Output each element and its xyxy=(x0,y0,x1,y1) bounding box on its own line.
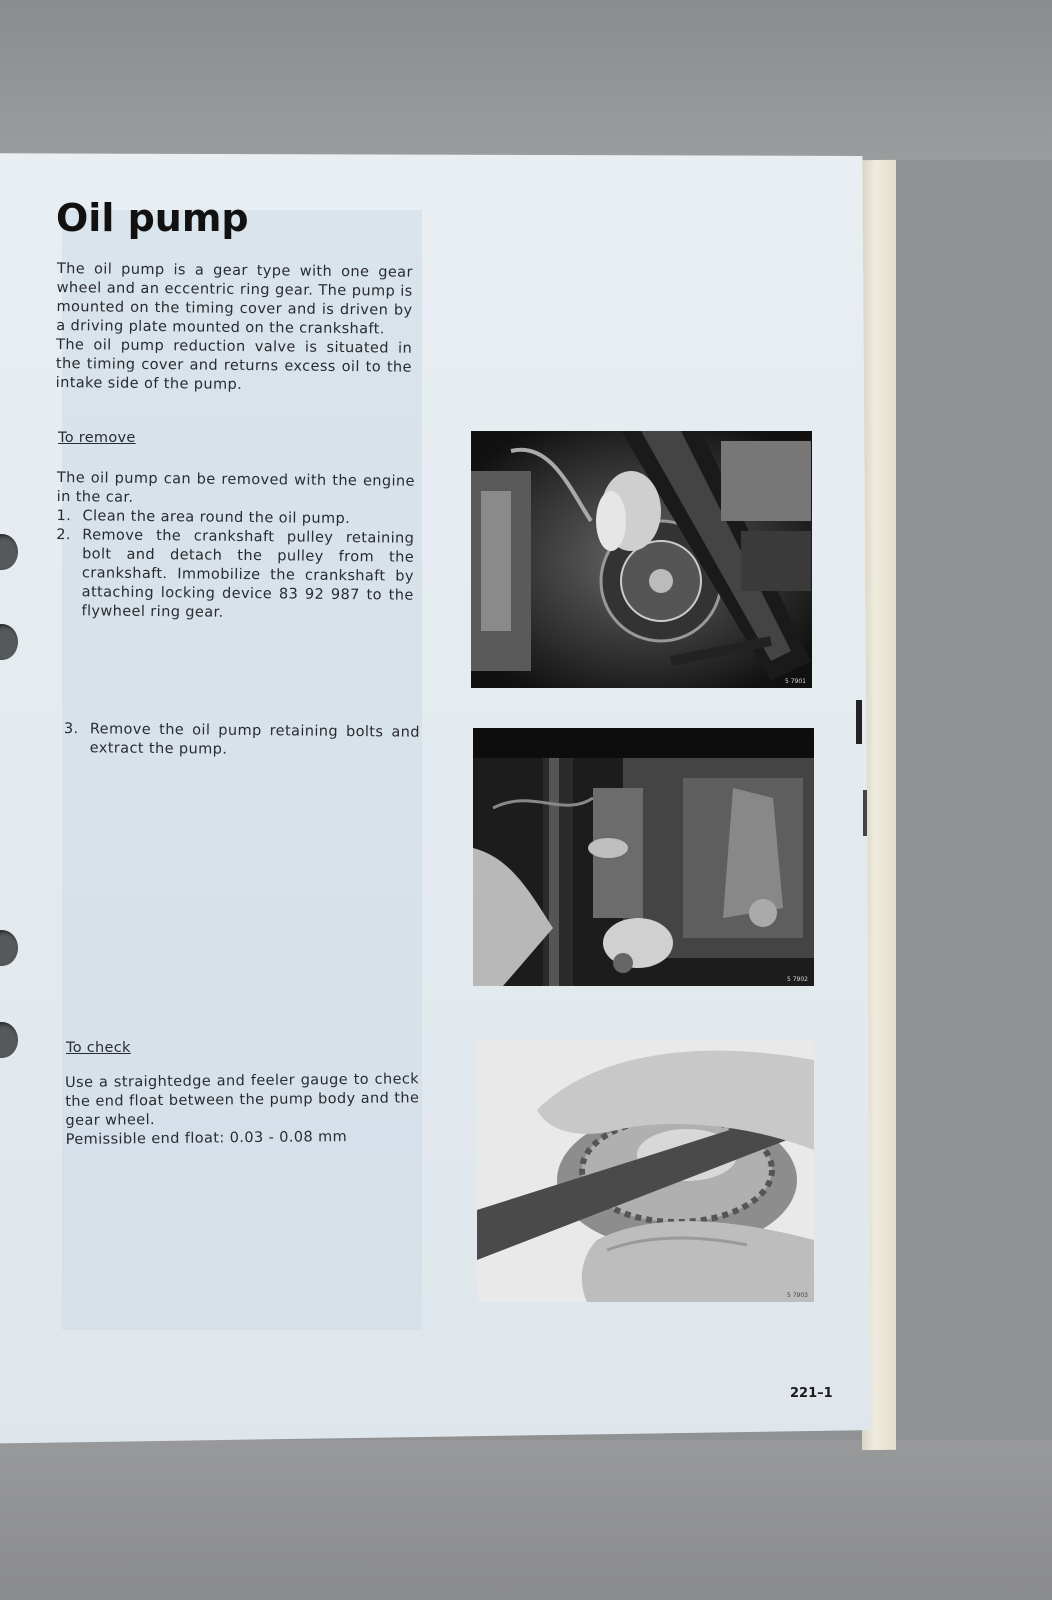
engine-photo-illustration xyxy=(471,431,812,688)
to-check-section xyxy=(65,1070,420,1150)
to-remove-intro: The oil pump can be removed with the engine in the car. xyxy=(56,469,415,506)
background-top xyxy=(0,0,1052,160)
photo-oil-pump-bolts xyxy=(473,728,814,986)
photo-end-float-check xyxy=(477,1040,814,1302)
step-text: Clean the area round the oil pump. xyxy=(82,508,351,528)
to-remove-steps xyxy=(55,507,414,625)
to-check-text: Use a straightedge and feeler gauge to check the end float between the pump body and the gear wheel. xyxy=(65,1071,420,1129)
step-item xyxy=(64,720,420,762)
page-title: Oil pump xyxy=(56,196,249,240)
end-float-spec: Pemissible end float: 0.03 - 0.08 mm xyxy=(65,1129,348,1148)
photo-pulley-removal xyxy=(471,431,812,688)
page-number: 221–1 xyxy=(790,1386,833,1401)
step-text: Remove the crankshaft pulley retaining bolt and detach the pulley from the crankshaft. Immobilize the crankshaft by attaching locking device 83 92 987 to the flywheel ring gear. xyxy=(81,527,415,621)
photo-code: 5 7901 xyxy=(785,678,806,685)
section-tab-mark xyxy=(856,700,862,744)
photo-code: 5 7902 xyxy=(787,976,808,983)
to-remove-section xyxy=(55,469,415,625)
step-number: 1. xyxy=(56,507,72,525)
intro-text xyxy=(56,260,413,397)
step-3-section xyxy=(64,720,420,762)
photo-code: 5 7903 xyxy=(787,1292,808,1299)
step-item xyxy=(55,526,414,625)
to-check-heading: To check xyxy=(66,1040,131,1056)
section-tab-mark xyxy=(863,790,867,836)
step-number: 3. xyxy=(63,720,79,738)
engine-photo-illustration xyxy=(473,728,814,986)
to-remove-heading: To remove xyxy=(58,430,136,446)
step-text: Remove the oil pump retaining bolts and extract the pump. xyxy=(89,721,420,758)
intro-paragraph-2: The oil pump reduction valve is situated in the timing cover and returns excess oil to the intake side of the pump. xyxy=(55,336,413,393)
step-number: 2. xyxy=(56,526,72,544)
intro-paragraph-1: The oil pump is a gear type with one gear wheel and an eccentric ring gear. The pump is mounted on the timing cover and is driven by a driving plate mounted on the crankshaft. xyxy=(56,260,413,338)
to-remove-steps-continued xyxy=(64,720,420,762)
background-bottom xyxy=(0,1440,1052,1600)
feeler-gauge-photo-illustration xyxy=(477,1040,814,1302)
